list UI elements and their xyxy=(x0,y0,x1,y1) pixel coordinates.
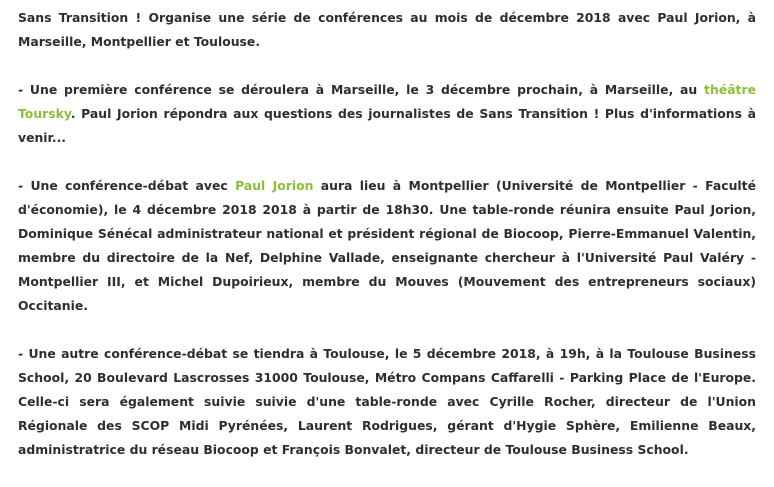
marseille-text-after: . Paul Jorion répondra aux questions des journalistes de Sans Transition ! Plus d'informations à venir... xyxy=(18,106,756,145)
marseille-text-before: - Une première conférence se déroulera à Marseille, le 3 décembre prochain, à Marseille, au xyxy=(18,82,705,97)
montpellier-text-before: - Une conférence-débat avec xyxy=(18,178,236,193)
toulouse-paragraph xyxy=(18,342,756,462)
montpellier-paragraph xyxy=(18,174,756,318)
intro-paragraph xyxy=(18,6,756,54)
article-body xyxy=(18,6,756,486)
theatre-toursky-link[interactable]: théâtre Toursky xyxy=(18,82,756,121)
montpellier-text-after: aura lieu à Montpellier (Université de Montpellier - Faculté d'économie), le 4 décembre 2018 2018 à partir de 18h30. Une table-ronde réunira ensuite Paul Jorion, Dominique Sénécal administrateur national et président régional de Biocoop, Pierre-Emmanuel Valentin, membre du directoire de la Nef, Delphine Vallade, enseignante chercheur à l'Université Paul Valéry - Montpellier III, et Michel Dupoirieux, membre du Mouves (Mouvement des entrepreneurs sociaux) Occitanie. xyxy=(18,178,756,313)
marseille-paragraph xyxy=(18,78,756,150)
toulouse-text: - Une autre conférence-débat se tiendra à Toulouse, le 5 décembre 2018, à 19h, à la Toulouse Business School, 20 Boulevard Lascrosses 31000 Toulouse, Métro Compans Caffarelli - Parking Place de l'Europe. Celle-ci sera également suivie suivie d'une table-ronde avec Cyrille Rocher, directeur de l'Union Régionale des SCOP Midi Pyrénées, Laurent Rodrigues, gérant d'Hygie Sphère, Emilienne Beaux, administratrice du réseau Biocoop et François Bonvalet, directeur de Toulouse Business School. xyxy=(18,346,756,457)
intro-text: Sans Transition ! Organise une série de conférences au mois de décembre 2018 avec Paul Jorion, à Marseille, Montpellier et Toulouse. xyxy=(18,10,756,49)
paul-jorion-link[interactable]: Paul Jorion xyxy=(235,178,314,193)
